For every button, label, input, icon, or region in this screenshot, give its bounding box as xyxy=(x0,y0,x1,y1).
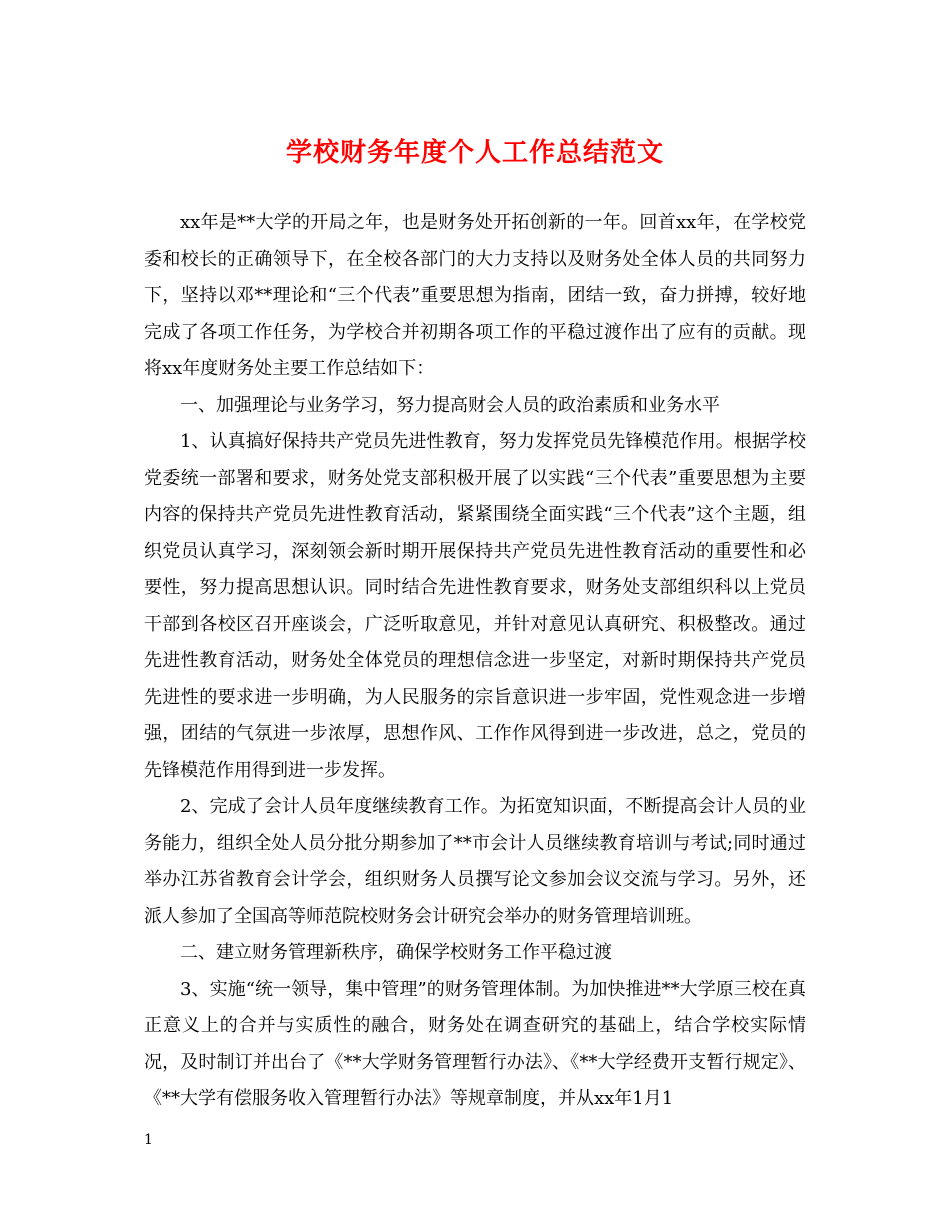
paragraph-intro: xx年是**大学的开局之年，也是财务处开拓创新的一年。回首xx年，在学校党委和校长的正确领导下，在全校各部门的大力支持以及财务处全体人员的共同努力下，坚持以邓**理论和“三个代表”重要思想为指南，团结一致，奋力拼搏，较好地完成了各项工作任务，为学校合并初期各项工作的平稳过渡作出了应有的贡献。现将xx年度财务处主要工作总结如下： xyxy=(144,212,806,379)
document-title: 学校财务年度个人工作总结范文 xyxy=(285,138,664,168)
section-heading-1: 一、加强理论与业务学习，努力提高财会人员的政治素质和业务水平 xyxy=(180,394,720,416)
page-number: 1 xyxy=(144,1132,153,1148)
document-body xyxy=(144,205,806,1118)
paragraph-item-2: 2、完成了会计人员年度继续教育工作。为拓宽知识面，不断提高会计人员的业务能力，组织全处人员分批分期参加了**市会计人员继续教育培训与考试;同时通过举办江苏省教育会计学会，组织财务人员撰写论文参加会议交流与学习。另外，还派人参加了全国高等师范院校财务会计研究会举办的财务管理培训班。 xyxy=(144,796,806,927)
paragraph-item-1: 1、认真搞好保持共产党员先进性教育，努力发挥党员先锋模范作用。根据学校党委统一部署和要求，财务处党支部积极开展了以实践“三个代表”重要思想为主要内容的保持共产党员先进性教育活动，紧紧围绕全面实践“三个代表”这个主题，组织党员认真学习，深刻领会新时期开展保持共产党员先进性教育活动的重要性和必要性，努力提高思想认识。同时结合先进性教育要求，财务处支部组织科以上党员干部到各校区召开座谈会，广泛听取意见，并针对意见认真研究、积极整改。通过先进性教育活动，财务处全体党员的理想信念进一步坚定，对新时期保持共产党员先进性的要求进一步明确，为人民服务的宗旨意识进一步牢固，党性观念进一步增强，团结的气氛进一步浓厚，思想作风、工作作风得到进一步改进，总之，党员的先锋模范作用得到进一步发挥。 xyxy=(144,431,806,781)
section-heading-2: 二、建立财务管理新秩序，确保学校财务工作平稳过渡 xyxy=(180,942,612,963)
paragraph-item-3: 3、实施“统一领导，集中管理”的财务管理体制。为加快推进**大学原三校在真正意义上的合并与实质性的融合，财务处在调查研究的基础上，结合学校实际情况，及时制订并出台了《**大学财务管理暂行办法》、《**大学经费开支暂行规定》、《**大学有偿服务收入管理暂行办法》等规章制度，并从xx年1月1 xyxy=(144,978,806,1109)
